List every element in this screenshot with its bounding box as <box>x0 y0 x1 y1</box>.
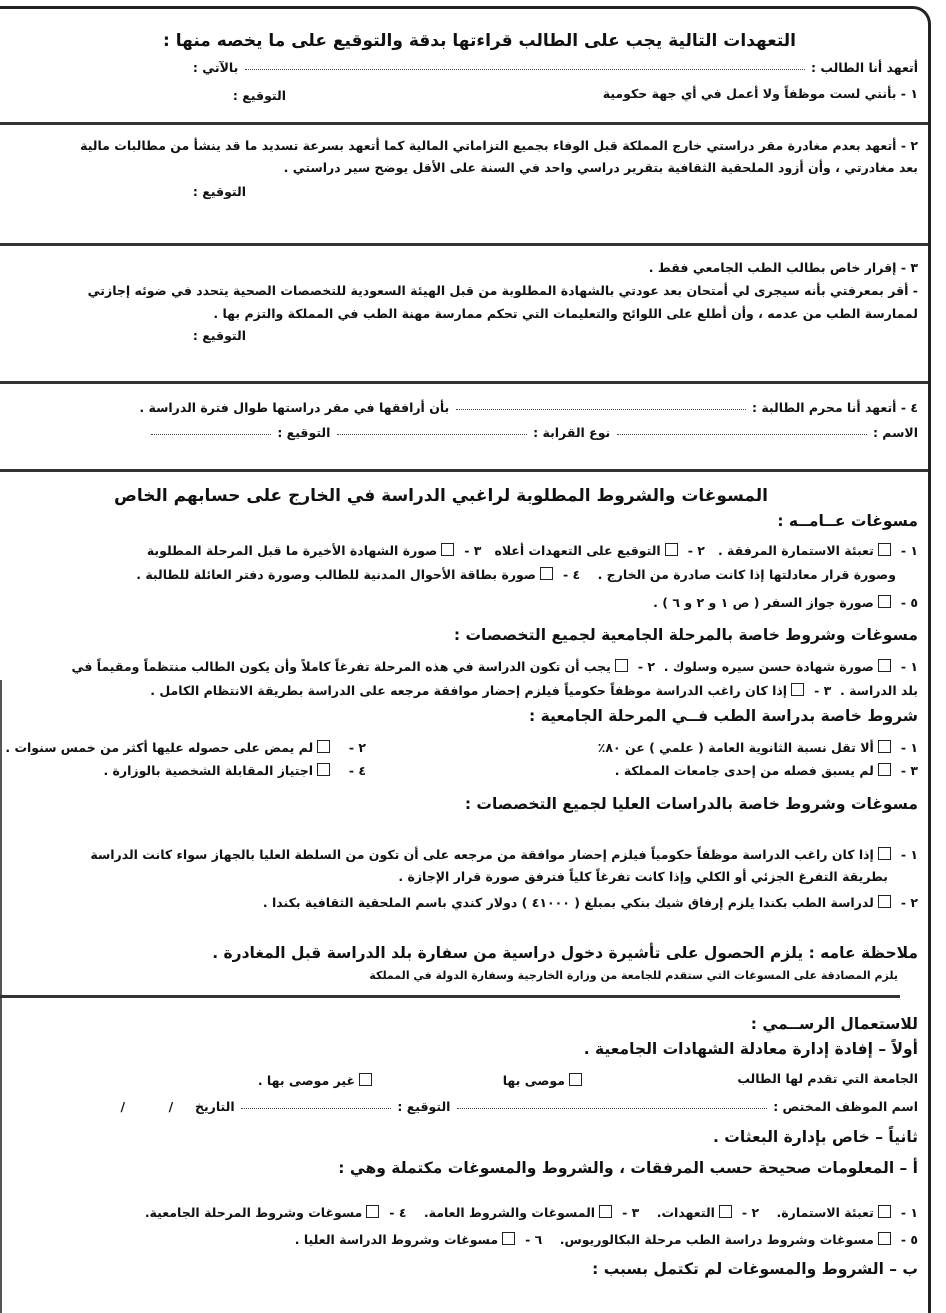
graduate-item-1: إذا كان راغب الدراسة موظفاً حكومياً فيلزم إحضار موافقة من مرجعه على أن تكون من السلطة العليا بالجهاز سواء كانت الدراسة <box>90 847 874 862</box>
relation-label: نوع القرابة : <box>533 425 611 440</box>
section-divider <box>0 243 928 246</box>
item-number: ٦ - <box>525 1232 543 1247</box>
item-number: ١ - <box>900 1205 918 1220</box>
item-number: ٣ - <box>464 543 482 558</box>
item-number: ٤ - <box>389 1205 407 1220</box>
a-item-5: مسوغات وشروط دراسة الطب مرحلة البكالوريوس. <box>559 1232 874 1247</box>
item-number: ٤ - <box>562 567 581 582</box>
general-row-3 <box>653 595 918 610</box>
guardian-signature-field[interactable] <box>151 434 271 435</box>
checkbox[interactable] <box>615 659 628 672</box>
general-item-3-cont: وصورة قرار معادلتها إذا كانت صادرة من الخارج . <box>597 567 896 582</box>
medicine-item-2: لم يمض على حصوله عليها أكثر من خمس سنوات . <box>5 740 314 755</box>
university-requirements-heading: مسوغات وشروط خاصة بالمرحلة الجامعية لجميع التخصصات : <box>453 626 918 644</box>
note-subtext: يلزم المصادقة على المسوغات التي ستقدم للجامعة من وزارة الخارجية وسفارة الدولة في المملكة <box>369 969 898 982</box>
official-use-heading: للاستعمال الرســمي : <box>750 1015 918 1033</box>
not-recommended-option <box>258 1073 376 1088</box>
pledge-item-3-line2: لممارسة الطب من عدمه ، وأن أطلع على اللوائح والتعليمات التي تحكم ممارسة مهنة الطب في المملكة والتزم بها . <box>213 306 918 321</box>
item-number: ١ - <box>900 740 918 755</box>
item-number: ١ - <box>900 543 918 558</box>
note-text: يلزم الحصول على تأشيرة دخول دراسية من سفارة بلد الدراسة قبل المغادرة . <box>212 944 804 962</box>
a-item-2: التعهدات. <box>656 1205 715 1220</box>
graduate-item-2: لدراسة الطب بكندا يلزم إرفاق شيك بنكي بمبلغ ( ٤١٠٠٠ ) دولار كندي باسم الملحقية الثقافية بكندا . <box>262 895 874 910</box>
pledge-item-3-title: ٣ - إقرار خاص بطالب الطب الجامعي فقط . <box>648 260 918 275</box>
a-item-4: مسوغات وشروط المرحلة الجامعية. <box>144 1205 363 1220</box>
student-pledge-line <box>193 62 918 75</box>
student-pledge-suffix: بالآتي : <box>192 60 239 75</box>
guardian-signature-label: التوقيع : <box>277 425 331 440</box>
pledge-2-signature-label[interactable]: التوقيع : <box>192 184 246 199</box>
pledge-item-1: ١ - بأنني لست موظفاً ولا أعمل في أي جهة حكومية <box>602 86 918 101</box>
recommended-label: موصى بها <box>502 1073 565 1088</box>
graduate-item-1-cont: بطريقة التفرغ الجزئي أو الكلي وإذا كانت تفرغاً كلياً فترفق صورة قرار الإجازة . <box>398 869 888 884</box>
page-frame-right <box>928 24 931 1313</box>
medicine-item-1: ألا تقل نسبة الثانوية العامة ( علمي ) عن ٨٠٪ <box>597 740 874 755</box>
recommended-checkbox[interactable] <box>569 1073 582 1086</box>
medicine-item-3: لم يسبق فصله من إحدى جامعات المملكة . <box>614 763 874 778</box>
medicine-item-4-row <box>103 763 366 778</box>
medicine-item-3-row <box>615 763 918 778</box>
checkbox[interactable] <box>878 1205 891 1218</box>
a-item-3: المسوغات والشروط العامة. <box>423 1205 596 1220</box>
checkbox[interactable] <box>540 567 553 580</box>
note-label: ملاحظة عامه : <box>808 944 918 962</box>
checkbox[interactable] <box>878 1232 891 1245</box>
official-a-row-1 <box>145 1205 918 1220</box>
checkbox[interactable] <box>719 1205 732 1218</box>
section-divider <box>0 122 928 125</box>
general-requirements-heading: مسوغات عــامــه : <box>777 512 918 530</box>
item-number: ٤ - <box>348 763 366 778</box>
pledge-item-2-line1: ٢ - أتعهد بعدم مغادرة مقر دراستي خارج المملكة قبل الوفاء بجميع التزاماتي المالية كما أتعهد بسرعة تسديد ما قد ينشأ من مطالبات مالية <box>80 138 918 153</box>
checkbox[interactable] <box>878 740 891 753</box>
guardian-name-field[interactable] <box>456 409 746 410</box>
graduate-requirements-heading: مسوغات وشروط خاصة بالدراسات العليا لجميع التخصصات : <box>464 795 918 813</box>
item-number: ٢ - <box>348 740 366 755</box>
graduate-row-2 <box>263 895 918 910</box>
university-item-2-cont: بلد الدراسة . <box>839 683 918 698</box>
pledge-item-4-prefix: ٤ - أتعهد أنا محرم الطالبة : <box>751 400 918 415</box>
employee-label: اسم الموظف المختص : <box>773 1099 918 1114</box>
university-label: الجامعة التي تقدم لها الطالب <box>737 1071 918 1086</box>
checkbox[interactable] <box>878 659 891 672</box>
official-a-heading: أ – المعلومات صحيحة حسب المرفقات ، والشروط والمسوغات مكتملة وهي : <box>338 1159 918 1177</box>
general-row-1 <box>147 543 918 558</box>
university-row-1 <box>72 659 918 674</box>
pledge-item-4-line <box>139 402 918 415</box>
not-recommended-label: غير موصى بها . <box>257 1073 355 1088</box>
item-number: ٣ - <box>622 1205 640 1220</box>
item-number: ٢ - <box>637 659 656 674</box>
general-item-4: صورة بطاقة الأحوال المدنية للطالب وصورة دفتر العائلة للطالبة . <box>136 567 536 582</box>
pledge-item-2-line2: بعد مغادرتي ، وأن أزود الملحقية الثقافية بتقرير دراسي واحد في السنة على الأقل يوضح سير دراستي . <box>283 160 918 175</box>
official-b-heading: ب – الشروط والمسوغات لم تكتمل بسبب : <box>592 1260 918 1278</box>
university-row-2 <box>150 683 918 698</box>
official-signature-field[interactable] <box>241 1108 391 1109</box>
checkbox[interactable] <box>878 895 891 908</box>
medicine-item-4: اجتياز المقابلة الشخصية بالوزارة . <box>103 763 314 778</box>
checkbox[interactable] <box>599 1205 612 1218</box>
official-a-row-2 <box>295 1232 918 1247</box>
checkbox[interactable] <box>878 595 891 608</box>
employee-name-field[interactable] <box>457 1108 767 1109</box>
checkbox[interactable] <box>791 683 804 696</box>
item-number: ١ - <box>900 659 918 674</box>
item-number: ٣ - <box>814 683 832 698</box>
checkbox[interactable] <box>502 1232 515 1245</box>
official-signature-label: التوقيع : <box>397 1099 451 1114</box>
general-item-2: التوقيع على التعهدات أعلاه <box>494 543 661 558</box>
date-label: التاريخ <box>194 1099 235 1114</box>
name-label: الاسم : <box>872 425 918 440</box>
pledge-item-4-suffix: بأن أرافقها في مقر دراستها طوال فترة الدراسة . <box>139 400 450 415</box>
section-divider <box>0 995 900 998</box>
university-item-2: يجب أن تكون الدراسة في هذه المرحلة تفرغاً كاملاً وأن يكون الطالب منتظماً ومقيماً في <box>71 659 611 674</box>
university-item-3: إذا كان راغب الدراسة موظفاً حكومياً فيلزم إحضار موافقة مرجعه على الدراسة بطريقة الانتظام الكامل . <box>150 683 788 698</box>
item-number: ٥ - <box>900 1232 918 1247</box>
checkbox[interactable] <box>317 763 330 776</box>
item-number: ٢ - <box>900 895 918 910</box>
guardian-info-line <box>149 427 918 440</box>
a-item-1: تعبئة الاستمارة. <box>776 1205 874 1220</box>
section-divider <box>0 469 928 472</box>
checkbox[interactable] <box>878 543 891 556</box>
item-number: ٣ - <box>900 763 918 778</box>
page-frame-top <box>0 6 931 29</box>
medicine-requirements-heading: شروط خاصة بدراسة الطب فــي المرحلة الجامعية : <box>529 707 918 725</box>
student-name-field[interactable] <box>245 69 805 70</box>
medicine-item-1-row <box>598 740 918 755</box>
official-second-heading: ثانياً – خاص بإدارة البعثات . <box>713 1128 918 1146</box>
pledges-title: التعهدات التالية يجب على الطالب قراءتها بدقة والتوقيع على ما يخصه منها : <box>163 31 796 51</box>
employee-line <box>121 1101 918 1114</box>
name-field[interactable] <box>617 434 867 435</box>
date-field[interactable]: / / <box>120 1099 174 1114</box>
pledge-1-signature-label[interactable]: التوقيع : <box>232 88 286 103</box>
general-item-3: صورة الشهادة الأخيرة ما قبل المرحلة المطلوبة <box>146 543 438 558</box>
checkbox[interactable] <box>441 543 454 556</box>
checkbox[interactable] <box>665 543 678 556</box>
section-divider <box>0 381 928 384</box>
requirements-title: المسوغات والشروط المطلوبة لراغبي الدراسة في الخارج على حسابهم الخاص <box>113 486 768 506</box>
checkbox[interactable] <box>366 1205 379 1218</box>
pledge-3-signature-label[interactable]: التوقيع : <box>192 328 246 343</box>
graduate-row-1 <box>90 847 918 862</box>
item-number: ١ - <box>900 847 918 862</box>
item-number: ٢ - <box>687 543 705 558</box>
general-item-1: تعبئة الاستمارة المرفقة . <box>717 543 874 558</box>
official-first-heading: أولاً – إفادة إدارة معادلة الشهادات الجامعية . <box>583 1040 918 1058</box>
a-item-6: مسوغات وشروط الدراسة العليا . <box>294 1232 499 1247</box>
item-number: ٢ - <box>741 1205 760 1220</box>
checkbox[interactable] <box>878 763 891 776</box>
checkbox[interactable] <box>317 740 330 753</box>
relation-field[interactable] <box>337 434 527 435</box>
pledge-item-3-line1: - أقر بمعرفتي بأنه سيجرى لي أمتحان بعد عودتي بالشهادة المطلوبة من قبل الهيئة السعودية للتخصصات الصحية يتحدد في ضوئه إجازتي <box>87 283 918 298</box>
general-row-2 <box>136 567 896 582</box>
student-pledge-prefix: أتعهد أنا الطالب : <box>810 60 918 75</box>
medicine-item-2-row <box>5 740 366 754</box>
item-number: ٥ - <box>900 595 918 610</box>
general-item-5: صورة جواز السفر ( ص ١ و ٢ و ٦ ) . <box>653 595 874 610</box>
university-item-1: صورة شهادة حسن سيره وسلوك . <box>663 659 874 674</box>
recommended-option <box>503 1073 586 1088</box>
checkbox[interactable] <box>878 847 891 860</box>
not-recommended-checkbox[interactable] <box>359 1073 372 1086</box>
general-note <box>212 946 918 962</box>
